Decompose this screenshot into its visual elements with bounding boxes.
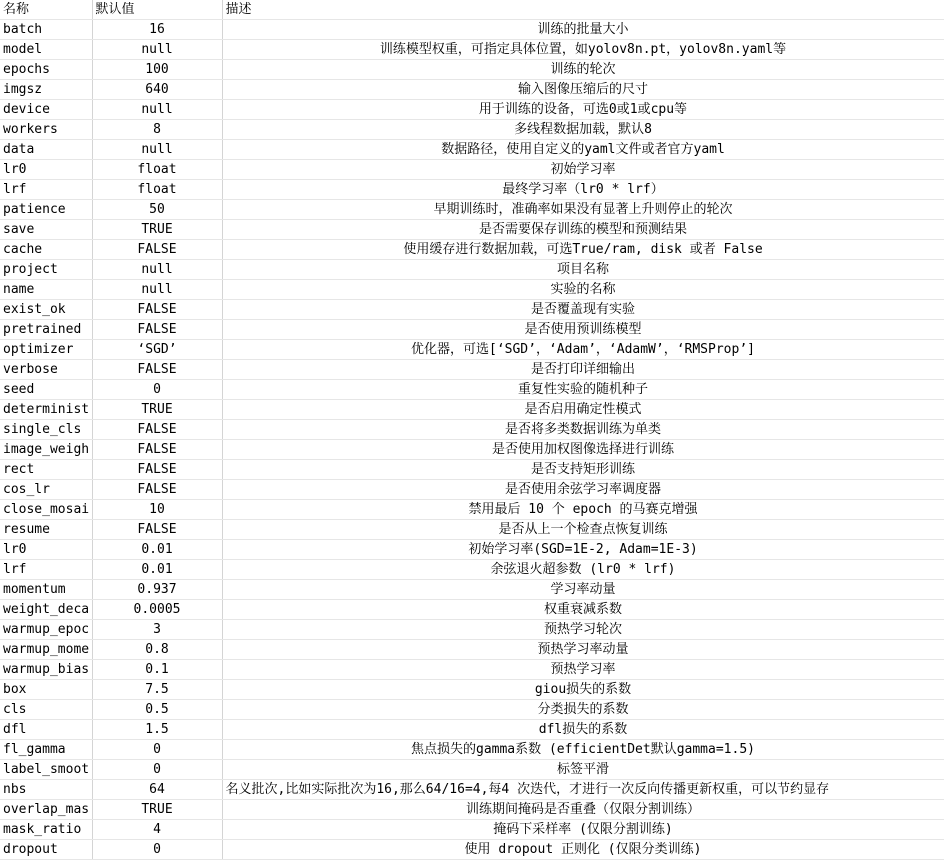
table-row [0,480,944,500]
cell-param-name[interactable]: lrf [0,560,92,580]
cell-default-value[interactable]: null [92,280,222,300]
table-row [0,560,944,580]
cell-description[interactable]: 是否覆盖现有实验 [222,300,944,320]
cell-default-value[interactable]: FALSE [92,520,222,540]
table-row [0,420,944,440]
table-row [0,60,944,80]
cell-description[interactable]: 初始学习率(SGD=1E-2, Adam=1E-3) [222,540,944,560]
table-row [0,240,944,260]
cell-description[interactable]: 优化器，可选[‘SGD’，‘Adam’，‘AdamW’，‘RMSProp’] [222,340,944,360]
cell-param-name[interactable]: weight_deca [0,600,92,620]
cell-description[interactable]: 预热学习率动量 [222,640,944,660]
cell-param-name[interactable]: resume [0,520,92,540]
cell-param-name[interactable]: nbs [0,780,92,800]
cell-description[interactable]: 数据路径，使用自定义的yaml文件或者官方yaml [222,140,944,160]
cell-default-value[interactable]: 7.5 [92,680,222,700]
cell-default-value[interactable]: TRUE [92,220,222,240]
table-row [0,780,944,800]
cell-param-name[interactable]: warmup_bias [0,660,92,680]
cell-description[interactable]: 掩码下采样率 (仅限分割训练) [222,820,944,840]
cell-default-value[interactable]: FALSE [92,360,222,380]
cell-default-value[interactable]: ‘SGD’ [92,340,222,360]
cell-param-name[interactable]: data [0,140,92,160]
cell-default-value[interactable]: 0.937 [92,580,222,600]
cell-default-value[interactable]: 0 [92,740,222,760]
cell-description[interactable]: dfl损失的系数 [222,720,944,740]
cell-default-value[interactable]: null [92,140,222,160]
cell-default-value[interactable]: 0.5 [92,700,222,720]
cell-param-name[interactable]: mask_ratio [0,820,92,840]
cell-default-value[interactable]: 0.01 [92,540,222,560]
cell-description[interactable]: giou损失的系数 [222,680,944,700]
cell-param-name[interactable]: dropout [0,840,92,860]
cell-description[interactable]: 学习率动量 [222,580,944,600]
cell-default-value[interactable]: FALSE [92,300,222,320]
table-row [0,640,944,660]
table-body [0,20,944,860]
cell-default-value[interactable]: 16 [92,20,222,40]
cell-description[interactable]: 名义批次,比如实际批次为16,那么64/16=4,每4 次迭代，才进行一次反向传播更新权重，可以节约显存 [222,780,944,800]
cell-param-name[interactable]: lrf [0,180,92,200]
cell-param-name[interactable]: close_mosai [0,500,92,520]
cell-description[interactable]: 多线程数据加载，默认8 [222,120,944,140]
cell-description[interactable]: 预热学习率 [222,660,944,680]
cell-description[interactable]: 权重衰减系数 [222,600,944,620]
cell-param-name[interactable]: cls [0,700,92,720]
table-row [0,680,944,700]
cell-default-value[interactable]: 0 [92,840,222,860]
table-row [0,540,944,560]
cell-default-value[interactable]: TRUE [92,400,222,420]
cell-description[interactable]: 是否从上一个检查点恢复训练 [222,520,944,540]
cell-description[interactable]: 预热学习轮次 [222,620,944,640]
cell-description[interactable]: 是否使用预训练模型 [222,320,944,340]
table-row [0,740,944,760]
table-row [0,80,944,100]
cell-default-value[interactable]: FALSE [92,460,222,480]
cell-default-value[interactable]: FALSE [92,320,222,340]
cell-description[interactable]: 使用缓存进行数据加载，可选True/ram, disk 或者 False [222,240,944,260]
cell-description[interactable]: 训练模型权重，可指定具体位置，如yolov8n.pt，yolov8n.yaml等 [222,40,944,60]
table-row [0,200,944,220]
cell-default-value[interactable]: 10 [92,500,222,520]
table-row [0,520,944,540]
cell-default-value[interactable]: 640 [92,80,222,100]
table-row [0,220,944,240]
cell-param-name[interactable]: epochs [0,60,92,80]
cell-description[interactable]: 使用 dropout 正则化 (仅限分类训练) [222,840,944,860]
cell-param-name[interactable]: workers [0,120,92,140]
cell-description[interactable]: 是否需要保存训练的模型和预测结果 [222,220,944,240]
cell-param-name[interactable]: warmup_mome [0,640,92,660]
cell-default-value[interactable]: null [92,260,222,280]
cell-param-name[interactable]: cache [0,240,92,260]
cell-param-name[interactable]: warmup_epoc [0,620,92,640]
table-row [0,660,944,680]
cell-param-name[interactable]: optimizer [0,340,92,360]
cell-param-name[interactable]: exist_ok [0,300,92,320]
cell-default-value[interactable]: 0 [92,760,222,780]
cell-param-name[interactable]: verbose [0,360,92,380]
cell-default-value[interactable]: 1.5 [92,720,222,740]
table-row [0,40,944,60]
cell-description[interactable]: 是否使用余弦学习率调度器 [222,480,944,500]
cell-param-name[interactable]: momentum [0,580,92,600]
table-row [0,100,944,120]
table-row [0,460,944,480]
header-row [0,0,944,20]
header-default[interactable]: 默认值 [92,0,222,20]
cell-description[interactable]: 训练的轮次 [222,60,944,80]
header-description[interactable]: 描述 [222,0,944,20]
cell-description[interactable]: 焦点损失的gamma系数 (efficientDet默认gamma=1.5) [222,740,944,760]
cell-param-name[interactable]: single_cls [0,420,92,440]
table-row [0,160,944,180]
cell-description[interactable]: 是否将多类数据训练为单类 [222,420,944,440]
table-row [0,380,944,400]
cell-description[interactable]: 最终学习率（lr0 * lrf） [222,180,944,200]
cell-param-name[interactable]: project [0,260,92,280]
cell-param-name[interactable]: determinist [0,400,92,420]
cell-description[interactable]: 标签平滑 [222,760,944,780]
cell-param-name[interactable]: lr0 [0,160,92,180]
table-row [0,180,944,200]
table-row [0,360,944,380]
cell-default-value[interactable]: 4 [92,820,222,840]
cell-description[interactable]: 是否使用加权图像选择进行训练 [222,440,944,460]
table-row [0,140,944,160]
cell-description[interactable]: 训练期间掩码是否重叠（仅限分割训练） [222,800,944,820]
cell-param-name[interactable]: pretrained [0,320,92,340]
table-row [0,320,944,340]
cell-default-value[interactable]: null [92,100,222,120]
table-row [0,500,944,520]
cell-description[interactable]: 是否启用确定性模式 [222,400,944,420]
cell-default-value[interactable]: 0.8 [92,640,222,660]
cell-param-name[interactable]: overlap_mas [0,800,92,820]
cell-default-value[interactable]: 3 [92,620,222,640]
cell-param-name[interactable]: label_smoot [0,760,92,780]
cell-param-name[interactable]: cos_lr [0,480,92,500]
cell-default-value[interactable]: 0 [92,380,222,400]
cell-param-name[interactable]: seed [0,380,92,400]
cell-default-value[interactable]: 0.01 [92,560,222,580]
cell-param-name[interactable]: name [0,280,92,300]
cell-default-value[interactable]: 0.0005 [92,600,222,620]
cell-default-value[interactable]: float [92,160,222,180]
cell-default-value[interactable]: 50 [92,200,222,220]
cell-description[interactable]: 项目名称 [222,260,944,280]
cell-param-name[interactable]: imgsz [0,80,92,100]
table-row [0,580,944,600]
table-row [0,440,944,460]
cell-description[interactable]: 是否支持矩形训练 [222,460,944,480]
table-row [0,800,944,820]
cell-default-value[interactable]: 0.1 [92,660,222,680]
cell-description[interactable]: 用于训练的设备，可选0或1或cpu等 [222,100,944,120]
cell-param-name[interactable]: model [0,40,92,60]
cell-param-name[interactable]: rect [0,460,92,480]
cell-param-name[interactable]: dfl [0,720,92,740]
cell-default-value[interactable]: FALSE [92,480,222,500]
cell-description[interactable]: 训练的批量大小 [222,20,944,40]
cell-default-value[interactable]: null [92,40,222,60]
table-row [0,280,944,300]
cell-description[interactable]: 早期训练时，准确率如果没有显著上升则停止的轮次 [222,200,944,220]
cell-description[interactable]: 重复性实验的随机种子 [222,380,944,400]
cell-default-value[interactable]: FALSE [92,240,222,260]
cell-param-name[interactable]: batch [0,20,92,40]
table-row [0,600,944,620]
table-row [0,840,944,860]
cell-description[interactable]: 输入图像压缩后的尺寸 [222,80,944,100]
cell-default-value[interactable]: FALSE [92,420,222,440]
cell-param-name[interactable]: box [0,680,92,700]
table-row [0,720,944,740]
cell-description[interactable]: 是否打印详细输出 [222,360,944,380]
cell-param-name[interactable]: image_weigh [0,440,92,460]
table-row [0,820,944,840]
cell-default-value[interactable]: TRUE [92,800,222,820]
cell-description[interactable]: 禁用最后 10 个 epoch 的马赛克增强 [222,500,944,520]
cell-param-name[interactable]: patience [0,200,92,220]
table-row [0,260,944,280]
cell-default-value[interactable]: 100 [92,60,222,80]
cell-param-name[interactable]: lr0 [0,540,92,560]
table-row [0,620,944,640]
cell-description[interactable]: 余弦退火超参数 (lr0 * lrf) [222,560,944,580]
table-row [0,20,944,40]
cell-default-value[interactable]: FALSE [92,440,222,460]
cell-description[interactable]: 初始学习率 [222,160,944,180]
cell-description[interactable]: 实验的名称 [222,280,944,300]
cell-default-value[interactable]: 8 [92,120,222,140]
table-row [0,300,944,320]
cell-param-name[interactable]: fl_gamma [0,740,92,760]
table-row [0,700,944,720]
cell-default-value[interactable]: float [92,180,222,200]
cell-param-name[interactable]: device [0,100,92,120]
table-row [0,120,944,140]
table-row [0,760,944,780]
table-row [0,340,944,360]
table-row [0,400,944,420]
cell-default-value[interactable]: 64 [92,780,222,800]
cell-description[interactable]: 分类损失的系数 [222,700,944,720]
cell-param-name[interactable]: save [0,220,92,240]
header-name[interactable]: 名称 [0,0,92,20]
